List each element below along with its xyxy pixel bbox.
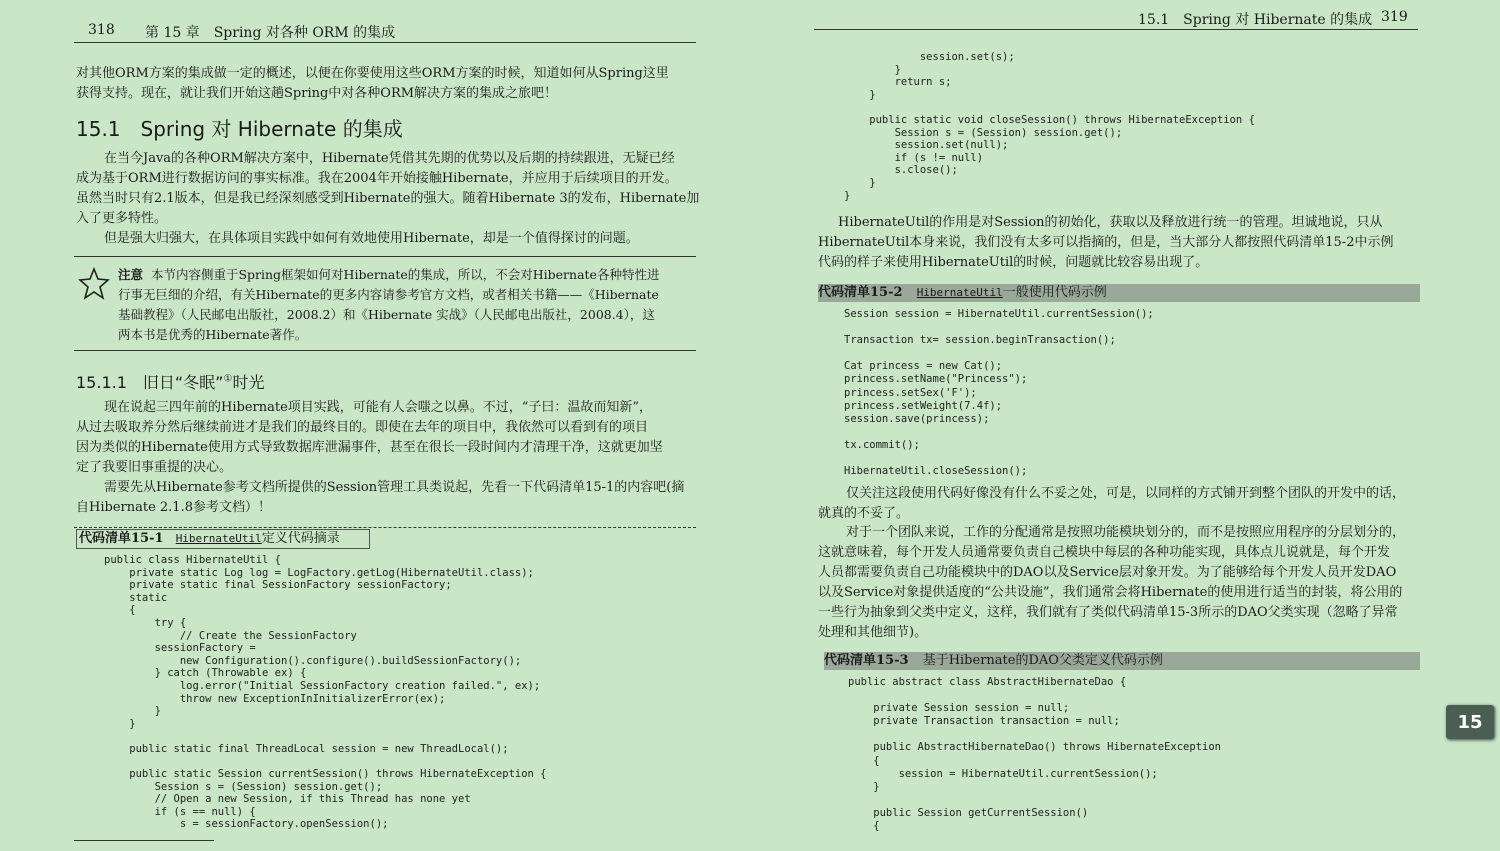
page-number-left: 318 (88, 22, 115, 38)
intro-paragraph: 对其他ORM方案的集成做一定的概述，以便在你要使用这些ORM方案的时候，知道如何从Spring这里 获得支持。现在，就让我们开始这趟Spring中对各种ORM解决方案的集成之旅吧！ (76, 66, 669, 101)
running-header-left: 第 15 章 Spring 对各种 ORM 的集成 (145, 25, 396, 41)
page-number-right: 319 (1381, 9, 1408, 25)
listing3-title-bar: 代码清单15-3 基于Hibernate的DAO父类定义代码示例 (824, 652, 1420, 670)
running-header-right: 15.1 Spring 对 Hibernate 的集成 (1138, 12, 1373, 28)
header-rule-right (814, 29, 1418, 30)
listing-top-rule (74, 527, 696, 528)
subsection-heading: 15.1.1 旧日“冬眠”①时光 (76, 373, 265, 392)
paragraph-dao-design: 对于一个团队来说，工作的分配通常是按照功能模块划分的，而不是按照应用程序的分层划分的， 这就意味着，每个开发人员通常要负责自己模块中每层的各种功能实现，具体点儿说就是，每个开发 人员都需要负责自己功能模块中的DAO以及Service层对象开发。为了能够给每个开发人员开发DAO 以及Service对象提供适度的“公共设施”，我们通常会将Hibernate的使用进行适当的封装，将公用的 一些行为抽象到父类中定义，这样，我们就有了类似代码清单15-3所示的DAO父类实现（忽略了异常 处理和其他细节)。 (818, 525, 1406, 640)
footnote-rule (74, 840, 214, 841)
paragraph-team-usage: 仅关注这段使用代码好像没有什么不妥之处，可是，以同样的方式铺开到整个团队的开发中的话， 就真的不妥了。 (818, 486, 1406, 521)
listing2-code-block: Session session = HibernateUtil.currentSession(); Transaction tx= session.beginTransaction(); Cat princess = new Cat(); princess.setName("Princess"); princess.setSex('F'); princess.setWeight(7.4f); session.save(princess); tx.commit(); HibernateUtil.closeSession(); (844, 308, 1154, 478)
section-heading: 15.1 Spring 对 Hibernate 的集成 (76, 117, 403, 141)
code-continuation-block: session.set(s); } return s; } public static void closeSession() throws HibernateException { Session s = (Session) session.get(); session.set(null); if (s != null) s.close(); } } (844, 51, 1255, 202)
note-box: 注意 本节内容侧重于Spring框架如何对Hibernate的集成，所以，不会对Hibernate各种特性进 行事无巨细的介绍，有关Hibernate的更多内容请参考官方文档，或者相关书籍——《Hibernate 基础教程》（人民邮电出版社，2008.2）和《Hibernate 实战》（人民邮电出版社，2008.4），这 两本书是优秀的Hibernate著作。 (118, 267, 660, 342)
note-top-rule (74, 256, 696, 257)
note-bottom-rule (74, 350, 696, 351)
listing3-code-block: public abstract class AbstractHibernateDao { private Session session = null; private Transaction transaction = null; public AbstractHibernateDao() throws HibernateException { session = HibernateUtil.currentSession(); } public Session getCurrentSession() { (848, 676, 1221, 833)
paragraph-hibernateutil: HibernateUtil的作用是对Session的初始化，获取以及释放进行统一的管理。坦诚地说，只从 HibernateUtil本身来说，我们没有太多可以指摘的，但是，当大部分人都按照代码清单15-2中示例 代码的样子来使用HibernateUtil的时候，问题就比较容易出现了。 (818, 215, 1394, 270)
note-star-icon (78, 267, 110, 301)
subsection-paragraph: 现在说起三四年前的Hibernate项目实践，可能有人会嗤之以鼻。不过，“子曰：温故而知新”， 从过去吸取养分然后继续前进才是我们的最终目的。即使在去年的项目中，我依然可以看到有的项目 因为类似的Hibernate使用方式导致数据库泄漏事件，甚至在很长一段时间内才清理干净，这就更加坚 定了我要旧事重提的决心。 需要先从Hibernate参考文档所提供的Session管理工具类说起，先看一下代码清单15-1的内容吧(摘 自Hibernate 2.1.8参考文档）！ (76, 400, 685, 515)
right-page (750, 0, 1500, 851)
listing-code-block: public class HibernateUtil { private static Log log = LogFactory.getLog(HibernateUtil.class); private static final SessionFactory sessionFactory; static { try { // Create the SessionFactory sessionFactory = new Configuration().configure().buildSessionFactory(); } catch (Throwable ex) { log.error("Initial SessionFactory creation failed.", ex); throw new ExceptionInInitializerError(ex); } } public static final ThreadLocal session = new ThreadLocal(); public static Session currentSession() throws HibernateException { Session s = (Session) session.get(); // Open a new Session, if this Thread has none yet if (s == null) { s = sessionFactory.openSession(); (104, 554, 547, 831)
section-paragraph: 在当今Java的各种ORM解决方案中，Hibernate凭借其先期的优势以及后期的持续跟进，无疑已经 成为基于ORM进行数据访问的事实标准。我在2004年开始接触Hibernate，并应用于后续项目的开发。 虽然当时只有2.1版本，但是我已经深刻感受到Hibernate的强大。随着Hibernate 3的发布，Hibernate加 入了更多特性。 但是强大归强大，在具体项目实践中如何有效地使用Hibernate，却是一个值得探讨的问题。 (76, 151, 700, 246)
header-rule-left (74, 42, 696, 43)
listing-title-bar: 代码清单15-1 HibernateUtil定义代码摘录 (76, 529, 370, 549)
listing2-title-bar: 代码清单15-2 HibernateUtil一般使用代码示例 (818, 284, 1420, 302)
chapter-tab: 15 (1446, 705, 1494, 739)
